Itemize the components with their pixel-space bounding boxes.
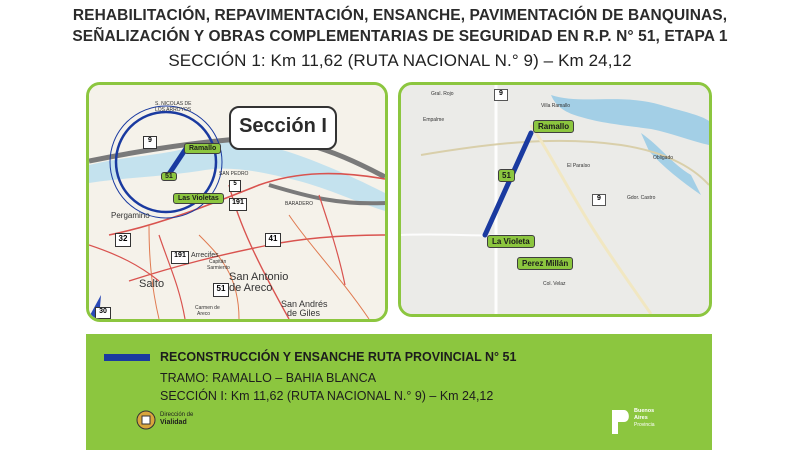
route-shield: 51 [213,283,229,297]
dv-line2: Vialidad [160,419,187,426]
place-label: Gdor. Castro [627,195,656,201]
dv-line1: Dirección de [160,412,194,418]
tag-route-51: 51 [498,169,515,182]
place-label: Pergamino [111,211,150,220]
place-label: Villa Ramallo [541,103,571,109]
place-label: Arrecifes [191,252,219,259]
place-label: Col. Velaz [543,281,566,287]
route-shield: 9 [592,194,606,206]
place-label: Obligado [653,155,674,161]
place-label: LOS ARROYOS [155,107,192,113]
place-label: Carmen de [195,305,220,311]
tag-ramallo: Ramallo [533,120,574,133]
place-label: Empalme [423,117,445,123]
ba-line2: Aires [634,415,648,421]
section-badge [229,106,337,150]
route-shield: 191 [171,251,189,264]
tag-las-violetas: Las Violetas [173,193,224,204]
dv-emblem-icon [136,410,156,430]
header-title-line1: REHABILITACIÓN, REPAVIMENTACIÓN, ENSANCHE, PAVIMENTACIÓN DE BANQUINAS, [72,7,728,24]
place-label: Salto [139,278,165,290]
ba-line1: Buenos [634,408,655,414]
tag-ramallo: Ramallo [184,143,221,154]
tag-route-51: 51 [161,172,177,181]
info-panel [86,334,712,450]
panel-seccion: SECCIÓN I: Km 11,62 (RUTA NACIONAL N.° 9) – Km 24,12 [160,389,494,403]
regional-map [86,82,388,322]
place-label: Areco [197,311,211,317]
place-label: El Paraíso [567,163,591,169]
panel-title: RECONSTRUCCIÓN Y ENSANCHE RUTA PROVINCIAL N° 51 [160,350,517,364]
ba-p-icon [610,408,632,436]
place-label: Sarmiento [207,265,230,271]
place-label: de Giles [287,308,321,318]
route-shield: 30 [95,307,111,319]
place-label: San Andrés [281,299,328,309]
header-title-line2: SEÑALIZACIÓN Y OBRAS COMPLEMENTARIAS DE SEGURIDAD EN R.P. N° 51, ETAPA 1 [72,28,728,45]
header-subtitle: SECCIÓN 1: Km 11,62 (RUTA NACIONAL N.° 9) – Km 24,12 [168,51,632,70]
place-label: de Areco [229,282,273,294]
local-map [398,82,712,317]
place-label: Capitán [209,259,227,265]
route-shield: 32 [115,233,131,247]
route-shield: 41 [265,233,281,247]
legend-route-line [104,354,150,361]
place-label: Gral. Rojo [431,91,454,97]
route-shield: 5 [229,180,241,192]
route-shield: 9 [494,89,508,101]
place-label: BARADERO [285,201,314,207]
panel-tramo: TRAMO: RAMALLO – BAHIA BLANCA [160,371,377,385]
place-label: S. NICOLAS DE [155,101,192,107]
route-shield: 191 [229,198,247,211]
tag-la-violeta: La Violeta [487,235,535,248]
route-shield: 9 [143,136,157,149]
tag-perez-millan: Perez Millán [517,257,573,270]
section-badge-label: Sección I [239,115,327,137]
place-label: SAN PEDRO [219,171,249,177]
place-label: San Antonio [229,271,289,283]
ba-line3: Provincia [634,422,655,428]
